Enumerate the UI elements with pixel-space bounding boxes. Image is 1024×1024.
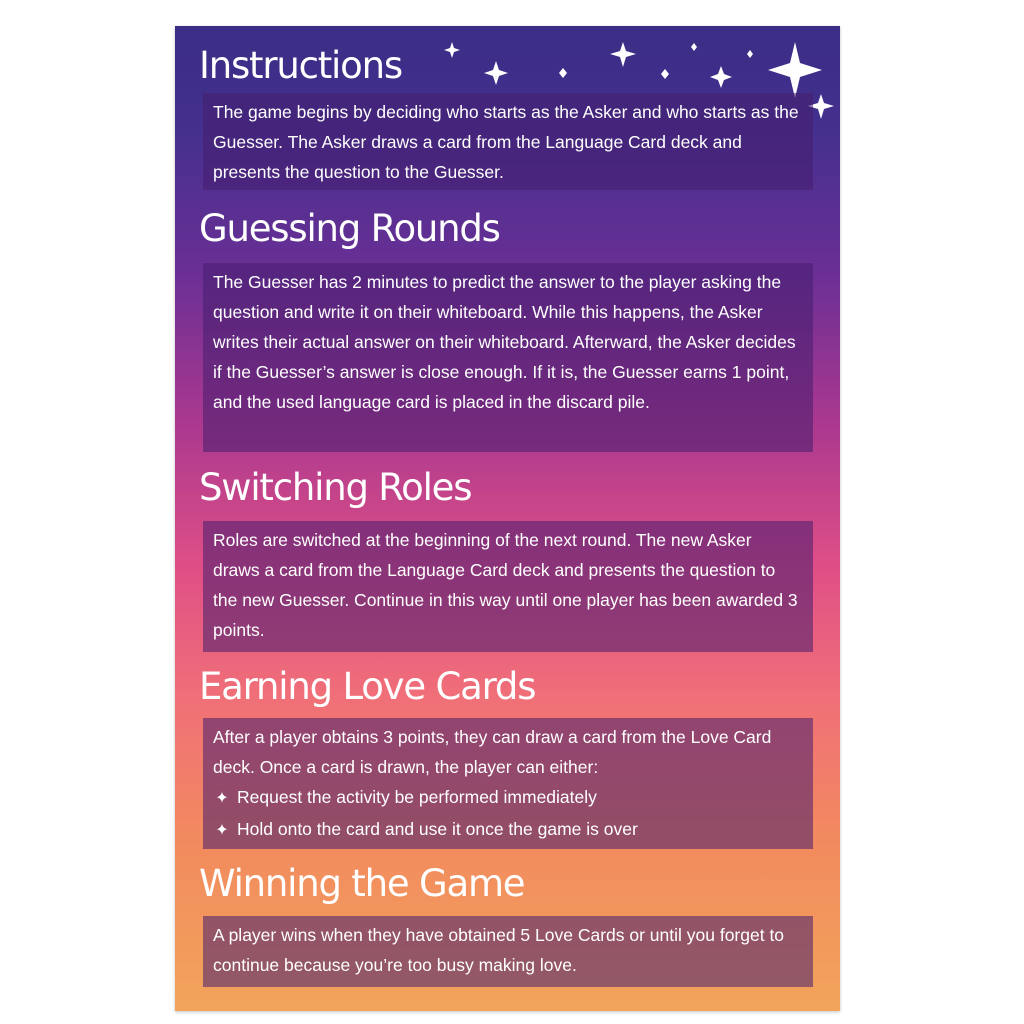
guessing-rounds-text-box <box>203 263 813 452</box>
sparkle-icon <box>661 69 669 79</box>
list-item <box>213 782 803 814</box>
earning-love-cards-heading: Earning Love Cards <box>199 665 536 708</box>
four-point-star-icon: ✦ <box>215 790 229 807</box>
love-card-options-list <box>213 782 803 846</box>
switching-roles-text-box <box>203 521 813 652</box>
list-item-text: Request the activity be performed immediately <box>237 787 597 807</box>
earning-love-cards-text-box <box>203 718 813 849</box>
instruction-card <box>175 26 840 1011</box>
sparkle-icon <box>768 42 822 98</box>
sparkle-icon <box>710 66 732 88</box>
instructions-heading: Instructions <box>199 44 402 87</box>
list-item-text: Hold onto the card and use it once the game is over <box>237 819 638 839</box>
winning-the-game-heading: Winning the Game <box>199 862 525 905</box>
list-item <box>213 814 803 846</box>
sparkle-icon <box>691 43 697 51</box>
earning-love-cards-text: After a player obtains 3 points, they can draw a card from the Love Card deck. Once a card is drawn, the player can either: <box>213 727 772 777</box>
winning-the-game-text-box <box>203 916 813 987</box>
sparkle-icon <box>484 61 508 85</box>
winning-the-game-text: A player wins when they have obtained 5 Love Cards or until you forget to continue because you’re too busy making love. <box>213 925 785 975</box>
guessing-rounds-heading: Guessing Rounds <box>199 207 500 250</box>
guessing-rounds-text: The Guesser has 2 minutes to predict the answer to the player asking the question and write it on their whiteboard. While this happens, the Asker writes their actual answer on their whiteboard. Afterward, the Asker decides if the Guesser’s answer is close enough. If it is, the Guesser earns 1 point, and the used language card is placed in the discard pile. <box>213 272 796 412</box>
four-point-star-icon: ✦ <box>215 822 229 839</box>
sparkle-icon <box>559 68 567 78</box>
switching-roles-heading: Switching Roles <box>199 466 472 509</box>
sparkle-icon <box>610 42 636 67</box>
switching-roles-text: Roles are switched at the beginning of the next round. The new Asker draws a card from the Language Card deck and presents the question to the new Guesser. Continue in this way until one player has been awarded 3 points. <box>213 530 798 640</box>
instructions-text: The game begins by deciding who starts as the Asker and who starts as the Guesser. The Asker draws a card from the Language Card deck and presents the question to the Guesser. <box>213 102 799 182</box>
sparkle-icon <box>747 50 753 58</box>
instructions-text-box <box>203 93 813 190</box>
sparkle-icon <box>444 42 460 58</box>
